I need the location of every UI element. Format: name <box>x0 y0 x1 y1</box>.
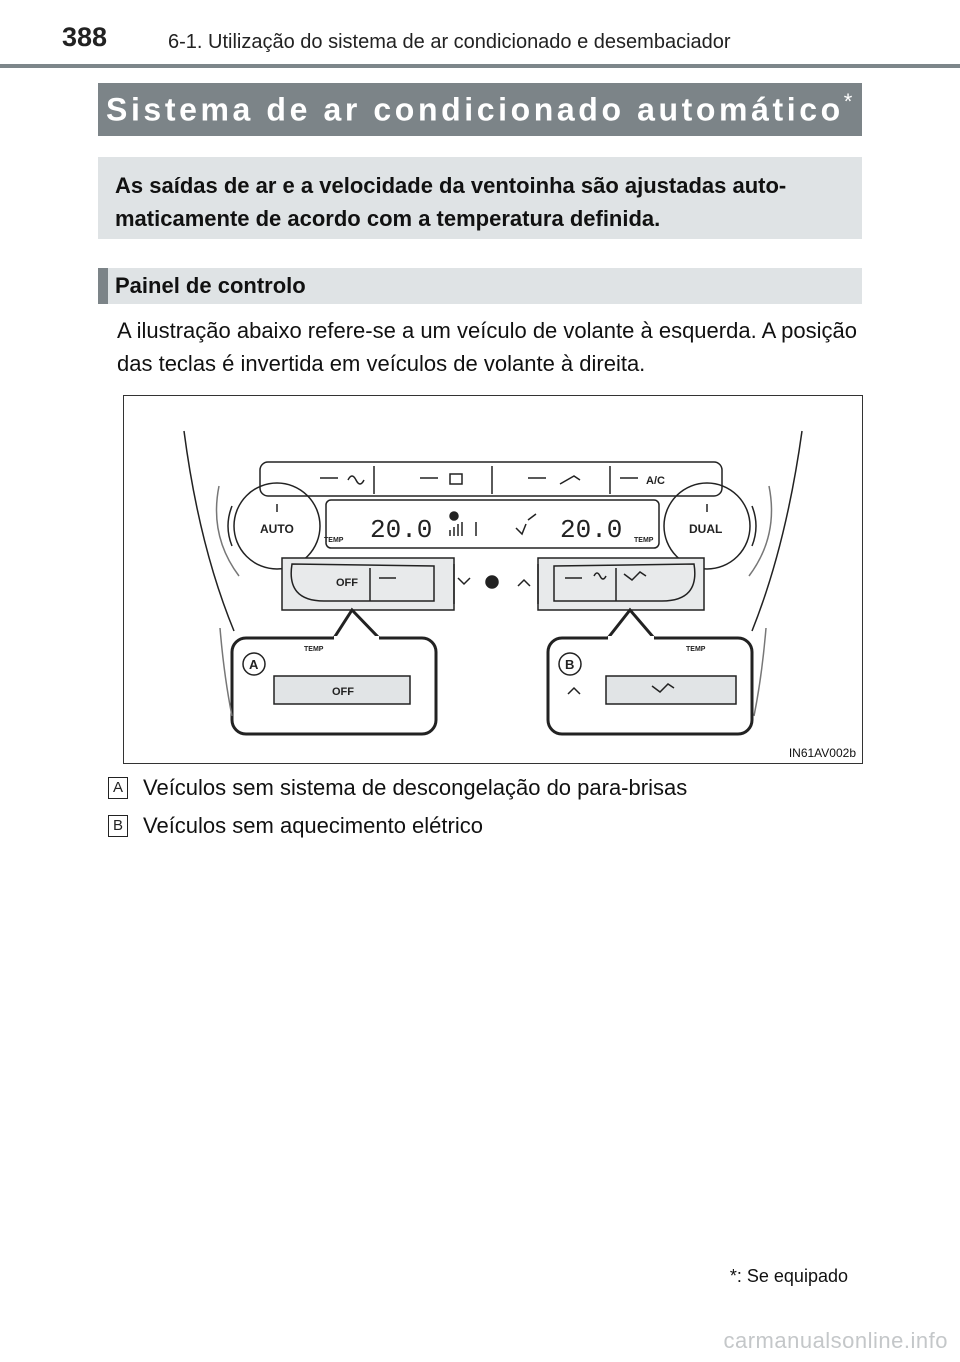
temp-label-left: TEMP <box>324 537 344 544</box>
detail-a-temp-label: TEMP <box>304 646 324 653</box>
control-panel-figure <box>123 395 863 764</box>
figure-code: IN61AV002b <box>788 746 856 760</box>
dash-line-right <box>752 431 802 631</box>
legend-text-a: Veículos sem sistema de descongelação do para-brisas <box>143 775 688 800</box>
rear-window-icon <box>450 474 462 484</box>
section-title-mark: * <box>843 89 853 114</box>
chapter-title: 6-1. Utilização do sistema de ar condicionado e desembaciador <box>168 31 731 53</box>
legend-marker-b: B <box>108 815 128 837</box>
fan-up-icon <box>518 580 530 586</box>
detail-b-windshield-button <box>606 676 736 704</box>
legend-text-b: Veículos sem aquecimento elétrico <box>143 813 483 838</box>
watermark: carmanualsonline.info <box>723 1328 948 1353</box>
dual-label: DUAL <box>689 522 723 536</box>
summary-box <box>98 157 862 239</box>
fan-speed-bars-icon <box>450 522 476 536</box>
dash-curve-right <box>749 486 772 576</box>
dash-lower-right <box>754 628 766 716</box>
detail-a-fan-off-label: OFF <box>332 686 354 698</box>
subheading-text: Painel de controlo <box>115 273 306 298</box>
airflow-mode-icon <box>516 514 536 534</box>
fan-down-icon <box>458 578 470 584</box>
right-temperature: 20.0 <box>560 515 623 545</box>
rear-defog-icon <box>348 476 364 484</box>
section-title <box>106 89 852 129</box>
ac-button-label: A/C <box>646 475 665 487</box>
auto-dial-bezel <box>228 506 232 546</box>
left-temperature: 20.0 <box>370 515 433 545</box>
detail-b-temp-label: TEMP <box>686 646 706 653</box>
auto-label: AUTO <box>260 522 294 536</box>
dash-line-left <box>184 431 234 631</box>
dash-lower-left <box>220 628 232 716</box>
dual-dial-bezel <box>752 506 756 546</box>
footnote: *: Se equipado <box>729 1266 848 1286</box>
fan-center-icon <box>486 576 498 588</box>
fan-indicator-icon <box>450 512 458 520</box>
control-panel-illustration <box>124 396 862 763</box>
header-rule <box>0 64 960 68</box>
section-title-text: Sistema de ar condicionado automático <box>106 91 844 128</box>
callout-a-letter: A <box>249 657 259 672</box>
fan-off-label: OFF <box>336 577 358 589</box>
recirculation-icon <box>560 476 580 484</box>
legend-marker-a: A <box>108 777 128 799</box>
callout-a-pointer <box>334 610 379 638</box>
callout-b-letter: B <box>565 657 575 672</box>
temp-label-right: TEMP <box>634 537 654 544</box>
subheading-bar <box>98 268 862 304</box>
intro-paragraph: A ilustração abaixo refere-se a um veículo de volante à esquerda. A posição das teclas é invertida em veículos de volante à direita. <box>117 318 857 376</box>
section-title-bar <box>98 83 862 136</box>
summary-text: As saídas de ar e a velocidade da ventoinha são ajustadas auto-maticamente de acordo com a temperatura definida. <box>115 173 787 231</box>
callout-b-pointer <box>608 610 654 638</box>
page-number: 388 <box>62 22 108 52</box>
